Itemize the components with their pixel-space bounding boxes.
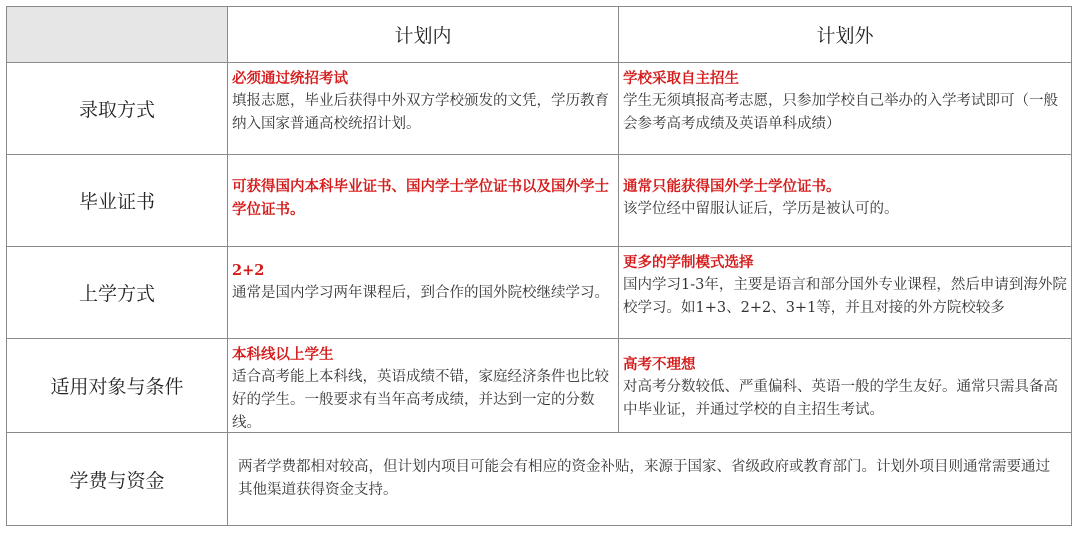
body-text: 学生无须填报高考志愿，只参加学校自己举办的入学考试即可（一般会参考高考成绩及英语单科成绩） xyxy=(623,93,1058,132)
cell-admission-out-plan xyxy=(619,63,1071,155)
highlight-text: 可获得国内本科毕业证书、国内学士学位证书以及国外学士学位证书。 xyxy=(232,178,609,218)
row-header-eligibility: 适用对象与条件 xyxy=(7,339,228,433)
cell-fees-merged xyxy=(228,433,1071,525)
highlight-text: 通常只能获得国外学士学位证书。 xyxy=(623,178,841,195)
column-header-in-plan: 计划内 xyxy=(228,7,619,63)
cell-study-mode-in-plan xyxy=(228,247,619,339)
highlight-text: 2+2 xyxy=(232,262,265,279)
body-text: 填报志愿，毕业后获得中外双方学校颁发的文凭，学历教育纳入国家普通高校统招计划。 xyxy=(232,93,609,132)
row-header-fees: 学费与资金 xyxy=(7,433,228,525)
comparison-table xyxy=(6,6,1072,526)
highlight-text: 必须通过统招考试 xyxy=(232,70,348,87)
body-text: 通常是国内学习两年课程后，到合作的国外院校继续学习。 xyxy=(232,285,609,301)
cell-admission-in-plan xyxy=(228,63,619,155)
cell-eligibility-out-plan xyxy=(619,339,1071,433)
column-header-out-plan: 计划外 xyxy=(619,7,1071,63)
table-corner-cell xyxy=(7,7,228,63)
cell-certificate-in-plan xyxy=(228,155,619,247)
highlight-text: 本科线以上学生 xyxy=(232,346,334,363)
highlight-text: 高考不理想 xyxy=(623,356,696,373)
highlight-text: 学校采取自主招生 xyxy=(623,70,739,87)
highlight-text: 更多的学制模式选择 xyxy=(623,254,754,271)
body-text: 国内学习1-3年，主要是语言和部分国外专业课程，然后申请到海外院校学习。如1+3、2+2、3+1等，并且对接的外方院校较多 xyxy=(623,277,1067,316)
body-text: 该学位经中留服认证后，学历是被认可的。 xyxy=(623,201,899,217)
row-header-study-mode: 上学方式 xyxy=(7,247,228,339)
row-header-certificate: 毕业证书 xyxy=(7,155,228,247)
cell-certificate-out-plan xyxy=(619,155,1071,247)
body-text: 对高考分数较低、严重偏科、英语一般的学生友好。通常只需具备高中毕业证，并通过学校的自主招生考试。 xyxy=(623,379,1058,418)
row-header-admission: 录取方式 xyxy=(7,63,228,155)
cell-study-mode-out-plan xyxy=(619,247,1071,339)
body-text: 适合高考能上本科线，英语成绩不错，家庭经济条件也比较好的学生。一般要求有当年高考成绩，并达到一定的分数线。 xyxy=(232,369,609,431)
cell-eligibility-in-plan xyxy=(228,339,619,433)
fees-text: 两者学费都相对较高，但计划内项目可能会有相应的资金补贴，来源于国家、省级政府或教育部门。计划外项目则通常需要通过其他渠道获得资金支持。 xyxy=(238,459,1050,498)
